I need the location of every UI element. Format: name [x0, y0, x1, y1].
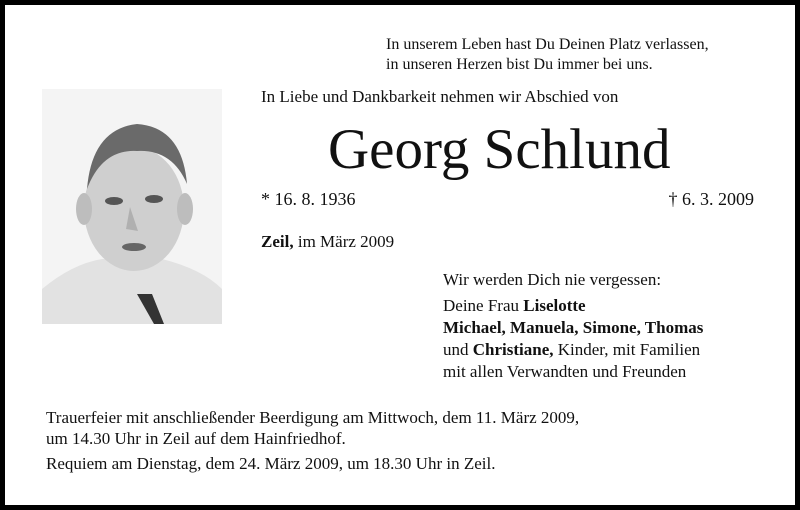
mourners-line-4: mit allen Verwandten und Freunden — [443, 362, 687, 381]
birth-date: * 16. 8. 1936 — [261, 189, 356, 209]
funeral-line-2: um 14.30 Uhr in Zeil auf dem Hainfriedhof. — [46, 429, 346, 448]
mourners-line-1: Deine Frau Liselotte — [443, 296, 586, 315]
deceased-name: Georg Schlund — [328, 118, 671, 181]
mourners-line-3: und Christiane, Kinder, mit Familien — [443, 340, 701, 359]
death-date: † 6. 3. 2009 — [668, 189, 754, 209]
place-date: Zeil, im März 2009 — [261, 232, 395, 251]
mourners-line-2: Michael, Manuela, Simone, Thomas — [443, 318, 704, 337]
portrait-photo — [42, 89, 222, 324]
motto-line-1: In unserem Leben hast Du Deinen Platz verlassen, — [386, 36, 709, 53]
intro-text: In Liebe und Dankbarkeit nehmen wir Abschied von — [261, 87, 619, 106]
funeral-line-1: Trauerfeier mit anschließender Beerdigung am Mittwoch, dem 11. März 2009, — [46, 408, 580, 427]
requiem-line: Requiem am Dienstag, dem 24. März 2009, um 18.30 Uhr in Zeil. — [46, 454, 496, 473]
motto-line-2: in unseren Herzen bist Du immer bei uns. — [386, 56, 653, 73]
mourners-heading: Wir werden Dich nie vergessen: — [443, 270, 662, 289]
